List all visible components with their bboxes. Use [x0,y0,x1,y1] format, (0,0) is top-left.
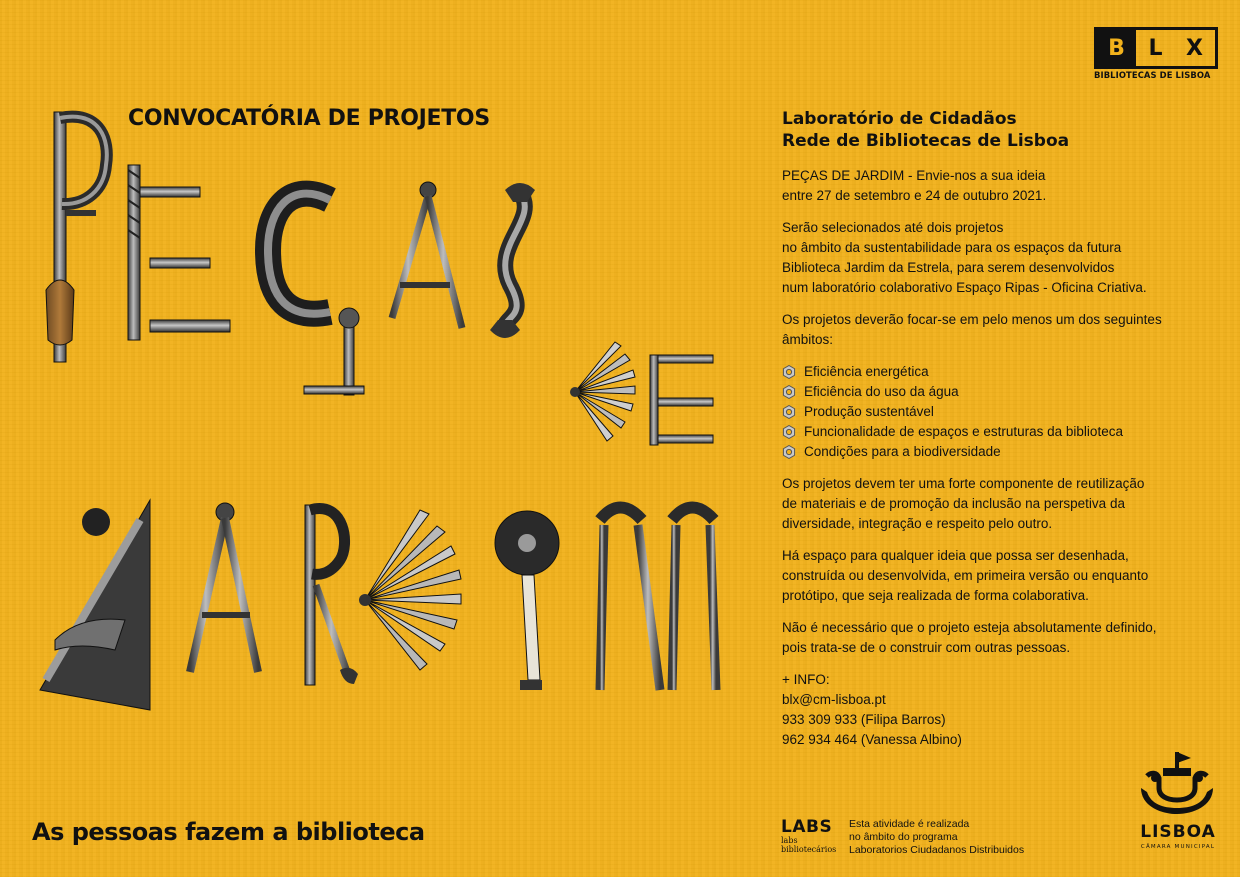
definition-line2: pois trata-se de o construir com outras pessoas. [782,640,1071,655]
reuse-line3: diversidade, integração e respeito pelo outro. [782,516,1053,531]
labs-logo [781,818,841,858]
lisboa-subtitle: CÂMARA MUNICIPAL [1140,844,1216,850]
area-label: Funcionalidade de espaços e estruturas da biblioteca [804,424,1123,439]
space-line2: construída ou desenvolvida, em primeira versão ou enquanto [782,568,1149,583]
list-item [782,382,1222,402]
blx-logo [1094,27,1218,81]
letter-i-tape-measure-icon [495,511,559,690]
lisboa-logo [1133,748,1223,858]
contact-phone-2: 962 934 464 (Vanessa Albino) [782,732,962,747]
blx-logo-box [1094,27,1218,69]
space-line1: Há espaço para qualquer ideia que possa ser desenhada, [782,548,1129,563]
letter-d-feeler-gauge-icon-2 [359,510,461,670]
info-column [782,108,1222,750]
letter-s-wrench-icon [490,183,535,338]
selection-line3: Biblioteca Jardim da Estrela, para serem desenvolvidos [782,260,1115,275]
lisboa-word: LISBOA [1140,822,1216,842]
blx-letter-b: B [1097,30,1136,66]
blx-letter-l: L [1148,35,1163,61]
list-item [782,362,1222,382]
focus-line2: âmbitos: [782,332,834,347]
labs-sub-2: bibliotecários [781,845,837,854]
blx-letter-x: X [1186,35,1203,61]
labs-sub-1: labs [781,836,798,845]
letter-e-bits-icon [650,355,713,445]
area-label: Eficiência do uso da água [804,384,959,399]
hex-nut-icon [782,445,796,459]
area-label: Eficiência energética [804,364,929,379]
reuse-line2: de materiais e de promoção da inclusão na perspetiva da [782,496,1125,511]
selection-line1: Serão selecionados até dois projetos [782,220,1004,235]
letter-p-clamp-icon [46,112,107,362]
letter-r-clamp-wrench-icon [305,505,358,685]
program-note-line1: Esta atividade é realizada [849,818,970,830]
definition-line1: Não é necessário que o projeto esteja absolutamente definido, [782,620,1157,635]
intro-line2: entre 27 de setembro e 24 de outubro 2021. [782,188,1047,203]
selection-line2: no âmbito da sustentabilidade para os espaços da futura [782,240,1122,255]
letter-j-plane-icon [40,500,150,710]
list-item [782,402,1222,422]
program-note-line3: Laboratorios Ciudadanos Distribuidos [849,844,1025,856]
ship-crest-icon [1133,748,1223,820]
hex-nut-icon [782,365,796,379]
blx-logo-subtitle: BIBLIOTECAS DE LISBOA [1094,70,1211,80]
space-line3: protótipo, que seja realizada de forma colaborativa. [782,588,1089,603]
letter-a-compass-icon-2 [190,503,258,672]
area-label: Condições para a biodiversidade [804,444,1001,459]
contact-phone-1: 933 309 933 (Filipa Barros) [782,712,946,727]
letter-e-drill-bits-icon [128,165,230,340]
letter-d-feeler-gauge-icon [570,342,635,441]
slogan: As pessoas fazem a biblioteca [32,818,425,846]
list-item [782,422,1222,442]
list-item [782,442,1222,462]
program-note-line2: no âmbito do programa [849,831,958,843]
intro-line1: PEÇAS DE JARDIM - Envie-nos a sua ideia [782,168,1046,183]
areas-list [782,362,1222,462]
letter-c-clamp-icon [268,194,364,395]
letter-a-compass-icon [392,182,462,328]
info-heading-line2: Rede de Bibliotecas de Lisboa [782,131,1070,151]
hex-nut-icon [782,405,796,419]
kicker-title: CONVOCATÓRIA DE PROJETOS [128,106,490,131]
letter-m-pincers-icon [600,508,716,691]
hex-nut-icon [782,425,796,439]
area-label: Produção sustentável [804,404,934,419]
selection-line4: num laboratório colaborativo Espaço Ripas - Oficina Criativa. [782,280,1147,295]
contact-email[interactable]: blx@cm-lisboa.pt [782,692,886,707]
labs-word: LABS [781,817,833,837]
hex-nut-icon [782,385,796,399]
info-heading-line1: Laboratório de Cidadãos [782,109,1017,129]
program-note [849,818,1049,857]
contact-label: + INFO: [782,672,830,687]
focus-line1: Os projetos deverão focar-se em pelo menos um dos seguintes [782,312,1162,327]
reuse-line1: Os projetos devem ter uma forte componente de reutilização [782,476,1145,491]
